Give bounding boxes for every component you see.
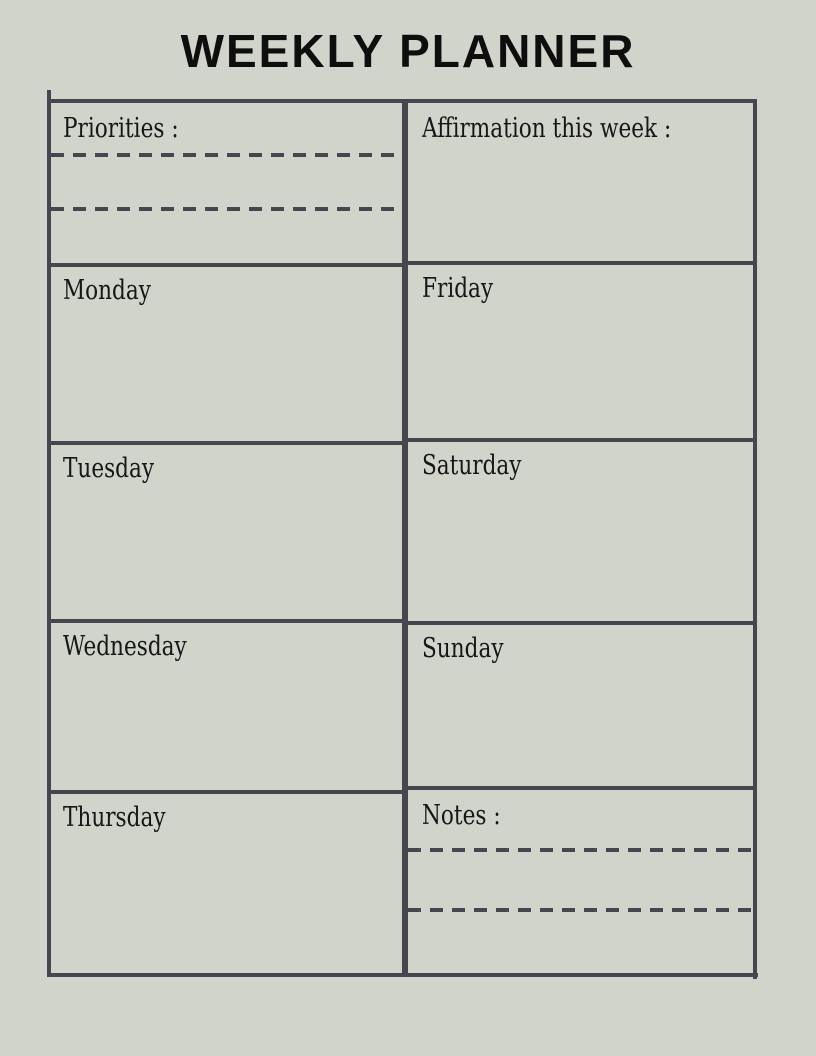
page-title: WEEKLY PLANNER	[180, 25, 636, 77]
cell-saturday	[408, 442, 753, 621]
thursday-label: Thursday	[63, 802, 166, 833]
cell-sunday	[408, 625, 753, 786]
tuesday-label: Tuesday	[63, 453, 155, 484]
cell-monday	[51, 267, 402, 441]
sunday-label: Sunday	[422, 633, 504, 664]
friday-label: Friday	[422, 273, 494, 304]
priorities-label: Priorities :	[63, 113, 179, 144]
cell-notes	[408, 790, 753, 973]
wednesday-label: Wednesday	[63, 631, 187, 662]
cell-thursday	[51, 794, 402, 973]
cell-tuesday	[51, 445, 402, 619]
notes-label: Notes :	[422, 800, 501, 831]
monday-label: Monday	[63, 275, 151, 306]
cell-priorities	[51, 103, 402, 263]
affirmation-label: Affirmation this week :	[422, 113, 672, 144]
cell-wednesday	[51, 623, 402, 790]
cell-friday	[408, 265, 753, 438]
grid-border-bottom	[47, 973, 758, 977]
saturday-label: Saturday	[422, 450, 522, 481]
cell-affirmation	[408, 103, 753, 261]
